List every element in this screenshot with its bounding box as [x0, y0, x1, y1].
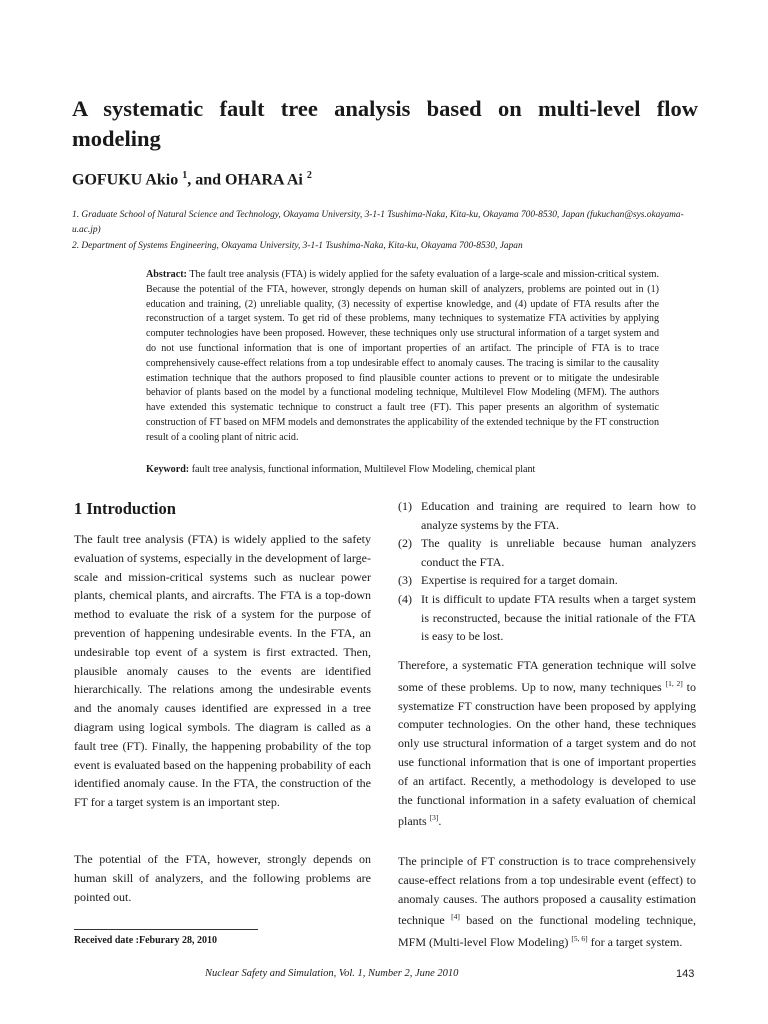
paragraph-text: Therefore, a systematic FTA generation technique will solve some of these problems. Up to now, many techniques	[398, 658, 696, 694]
paragraph-text: based on the functional modeling technique, MFM (Multi-level Flow Modeling)	[398, 913, 696, 950]
list-item	[398, 571, 696, 590]
author-1: GOFUKU Akio	[72, 171, 183, 189]
paper-title: A systematic fault tree analysis based on multi-level flow modeling	[72, 96, 698, 151]
left-column-p2	[74, 850, 371, 906]
problem-list	[398, 497, 696, 646]
intro-paragraph-3	[398, 656, 696, 831]
paragraph-text: to systematize FT construction have been proposed by applying computer technologies. On the other hand, these techniques only use structural information of a target system and do not use functional information that is one of important properties of an artifact. Recently, a methodology is developed to use the functional information in a safety evaluation of chemical plants	[398, 679, 696, 829]
affiliation-2: 2. Department of Systems Engineering, Okayama University, 3-1-1 Tsushima-Naka, Kita-ku, Okayama 700-8530, Japan	[72, 241, 523, 251]
section-heading-introduction: 1 Introduction	[74, 499, 176, 518]
list-item	[398, 534, 696, 571]
paragraph-text: .	[438, 814, 442, 829]
citation-ref: [5, 6]	[571, 934, 588, 944]
list-item-number: (4)	[398, 591, 412, 606]
author-2: , and OHARA Ai	[187, 171, 307, 189]
paragraph-text: The principle of FT construction is to trace comprehensively cause-effect relations from a top undesirable event (effect) to anomaly causes. The authors proposed a causality estimation technique	[398, 854, 696, 928]
author-1-affil-marker: 1	[182, 170, 188, 181]
affiliation-1: 1. Graduate School of Natural Science and Technology, Okayama University, 3-1-1 Tsushima-Naka, Kita-ku, Okayama 700-8530, Japan (fukuchan@sys.okayama-u.ac.jp)	[72, 210, 684, 235]
right-column-p2	[398, 852, 696, 952]
abstract-text: The fault tree analysis (FTA) is widely applied for the safety evaluation of a large-scale and mission-critical system. Because the potential of the FTA, however, strongly depends on human skill of analyzers, problems are pointed out in (1) education and training, (2) unreliable quality, (3) necessity of expertise knowledge, and (4) update of FTA results after the reconstruction of a target system. To get rid of these problems, many techniques to systematize FTA activities by applying computer technologies have been proposed. However, these techniques only use structural information of a target system and do not use functional information that is one of important properties of an artifact. The principle of FTA is to trace comprehensively cause-effect relations from a top undesirable effect to anomaly causes. The tracing is similar to the causality estimation technique that the authors proposed to find plausible counter actions to prevent or to mitigate the undesirable behavior of plants based on the model by a functional modeling technique, Multilevel Flow Modeling (MFM). The authors have extended this systematic technique to construct a fault tree (FT). This paper presents an algorithm of systematic construction of FT based on MFM models and demonstrates the applicability of the extended technique by the FT construction result of a cooling plant of nitric acid.	[146, 269, 659, 443]
paragraph-text: for a target system.	[587, 935, 683, 950]
list-item	[398, 497, 696, 534]
keywords	[146, 463, 659, 478]
citation-ref: [1, 2]	[665, 678, 683, 688]
page-number: 143	[676, 968, 695, 980]
keyword-label: Keyword:	[146, 464, 190, 475]
list-item-text: The quality is unreliable because human analyzers conduct the FTA.	[421, 536, 696, 569]
keyword-text: fault tree analysis, functional information, Multilevel Flow Modeling, chemical plant	[189, 464, 536, 475]
list-item	[398, 590, 696, 646]
list-item-text: Education and training are required to learn how to analyze systems by the FTA.	[421, 499, 696, 532]
abstract	[146, 268, 659, 446]
footnote-divider	[74, 929, 258, 930]
list-item-number: (1)	[398, 499, 412, 513]
list-item-number: (3)	[398, 573, 412, 588]
abstract-label: Abstract:	[146, 269, 187, 280]
citation-ref: [4]	[451, 912, 460, 922]
list-item-text: Expertise is required for a target domain.	[421, 573, 618, 588]
left-column-p1	[74, 530, 371, 812]
journal-footer: Nuclear Safety and Simulation, Vol. 1, Number 2, June 2010	[205, 968, 459, 979]
intro-paragraph-1: The fault tree analysis (FTA) is widely applied to the safety evaluation of systems, especially in the development of large-scale and mission-critical systems such as nuclear power plants, chemical plants, and aircrafts. The FTA is a top-down method to evaluate the risk of a system for the purpose of prevention of happening undesirable events. In the FTA, an undesirable top event of a system is first extracted. Then, plausible anomaly causes to the events are identified hierarchically. The relations among the undesirable events and the anomaly causes identified are expressed in a tree diagram using logical symbols. The diagram is called as a fault tree (FT). Finally, the happening probability of the top event is evaluated based on the happening probability of each identified anomaly cause. In the FTA, the construction of the FT for a target system is an important step.	[74, 532, 371, 810]
received-date: Received date :Feburary 28, 2010	[74, 935, 218, 946]
intro-paragraph-4	[398, 852, 696, 952]
right-column-p1	[398, 656, 696, 831]
list-item-text: It is difficult to update FTA results when a target system is reconstructed, because the initial rationale of the FTA is easy to be lost.	[421, 591, 696, 644]
author-2-affil-marker: 2	[306, 170, 312, 181]
citation-ref: [3]	[429, 813, 439, 823]
author-list	[72, 170, 312, 189]
intro-paragraph-2: The potential of the FTA, however, strongly depends on human skill of analyzers, and the following problems are pointed out.	[74, 852, 371, 904]
list-item-number: (2)	[398, 536, 412, 551]
